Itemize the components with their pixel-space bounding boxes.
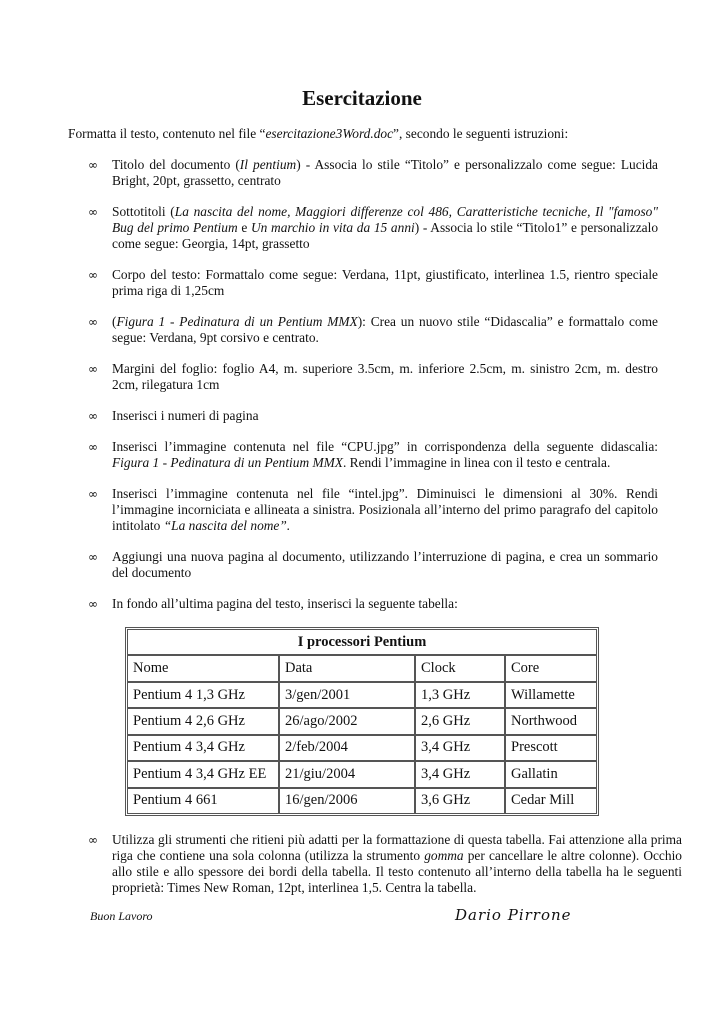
cell-nome: Pentium 4 2,6 GHz <box>127 708 279 734</box>
cell-clock: 1,3 GHz <box>415 682 505 708</box>
infinity-bullet-icon: ∞ <box>88 205 98 219</box>
pentium-table <box>125 627 599 816</box>
item-italic: gomma <box>424 848 464 863</box>
intro-paragraph <box>68 126 658 142</box>
item-text: Corpo del testo: Formattalo come segue: Verdana, 11pt, giustificato, interlinea 1.5, rientro speciale prima riga di 1,25cm <box>112 267 658 298</box>
infinity-bullet-icon: ∞ <box>88 440 98 454</box>
item-text: Inserisci i numeri di pagina <box>112 408 259 423</box>
cell-core: Willamette <box>505 682 597 708</box>
cell-nome: Pentium 4 3,4 GHz <box>127 735 279 761</box>
cell-clock: 3,4 GHz <box>415 735 505 761</box>
instruction-item <box>88 549 658 581</box>
author-signature: Dario Pirrone <box>455 906 572 924</box>
footer-greeting: Buon Lavoro <box>90 909 153 923</box>
item-text: Inserisci l’immagine contenuta nel file “CPU.jpg” in corrispondenza della seguente didascalia: <box>112 439 658 454</box>
item-italic: Il pentium <box>239 157 297 172</box>
cell-nome: Pentium 4 661 <box>127 788 279 814</box>
cell-data: 3/gen/2001 <box>279 682 415 708</box>
item-text: per cancellare le altre colonne). Occhio allo stile e allo spessore dei bordi della tabella. Il testo contenuto all’interno della tabella ha le seguenti proprietà: Times New Roman, 12pt, interlinea 1,5. Centra la tabella. <box>112 848 682 895</box>
instruction-item <box>88 408 658 424</box>
instruction-item-final <box>88 832 682 896</box>
item-text: ) - Associa lo stile “Titolo1” e personalizzalo come segue: Georgia, 14pt, grassetto <box>112 220 659 251</box>
cell-nome: Pentium 4 1,3 GHz <box>127 682 279 708</box>
document-title: Esercitazione <box>302 86 422 110</box>
instruction-list <box>88 157 658 627</box>
infinity-bullet-icon: ∞ <box>88 158 98 172</box>
item-text: Aggiungi una nuova pagina al documento, utilizzando l’interruzione di pagina, e crea un sommario del documento <box>112 549 658 580</box>
intro-filename: esercitazione3Word.doc <box>265 126 394 141</box>
cell-core: Cedar Mill <box>505 788 597 814</box>
instruction-item <box>88 157 658 189</box>
item-text: ) - Associa lo stile “Titolo” e personalizzalo come segue: Lucida Bright, 20pt, grassetto, centrato <box>112 157 658 188</box>
cell-data: 2/feb/2004 <box>279 735 415 761</box>
instruction-item <box>88 314 658 346</box>
cell-clock: 3,6 GHz <box>415 788 505 814</box>
table-title-row <box>127 629 597 655</box>
table-header-row <box>127 655 597 681</box>
instruction-item <box>88 361 658 393</box>
item-italic: Figura 1 - Pedinatura di un Pentium MMX <box>116 314 358 329</box>
infinity-bullet-icon: ∞ <box>88 268 98 282</box>
table-title: I processori Pentium <box>127 629 597 655</box>
item-text: Utilizza gli strumenti che ritieni più adatti per la formattazione di questa tabella. Fai attenzione alla prima riga che contiene una sola colonna (utilizza la strumento <box>112 832 682 863</box>
cell-core: Prescott <box>505 735 597 761</box>
item-text: Titolo del documento ( <box>112 157 240 172</box>
cell-core: Gallatin <box>505 761 597 787</box>
pentium-table-grid <box>127 629 597 814</box>
intro-text: Formatta il testo, contenuto nel file “ <box>68 126 266 141</box>
cell-clock: 3,4 GHz <box>415 761 505 787</box>
item-italic: La nascita del nome, Maggiori differenze col 486, Caratteristiche tecniche, Il "famoso" Bug del primo Pentium <box>112 204 658 235</box>
item-italic: “La nascita del nome”. <box>163 518 291 533</box>
header-nome: Nome <box>127 655 279 681</box>
instruction-item <box>88 267 658 299</box>
item-text: Inserisci l’immagine contenuta nel file “intel.jpg”. Diminuisci le dimensioni al 30%. Rendi l’immagine incorniciata e allineata a sinistra. Posizionala all’interno del primo paragrafo del capitolo intitolato <box>112 486 658 533</box>
cell-data: 16/gen/2006 <box>279 788 415 814</box>
item-text: ): Crea un nuovo stile “Didascalia” e formattalo come segue: Verdana, 9pt corsivo e centrato. <box>112 314 658 345</box>
infinity-bullet-icon: ∞ <box>88 487 98 501</box>
infinity-bullet-icon: ∞ <box>88 833 98 847</box>
infinity-bullet-icon: ∞ <box>88 315 98 329</box>
cell-data: 21/giu/2004 <box>279 761 415 787</box>
instruction-item <box>88 439 658 471</box>
cell-nome: Pentium 4 3,4 GHz EE <box>127 761 279 787</box>
table-row <box>127 761 597 787</box>
item-text: e <box>237 220 251 235</box>
infinity-bullet-icon: ∞ <box>88 597 98 611</box>
instruction-item <box>88 204 658 252</box>
table-row <box>127 788 597 814</box>
item-text: Sottotitoli ( <box>112 204 175 219</box>
table-row <box>127 735 597 761</box>
instruction-item <box>88 596 658 612</box>
cell-data: 26/ago/2002 <box>279 708 415 734</box>
cell-core: Northwood <box>505 708 597 734</box>
cell-clock: 2,6 GHz <box>415 708 505 734</box>
infinity-bullet-icon: ∞ <box>88 409 98 423</box>
table-row <box>127 682 597 708</box>
item-italic: Un marchio in vita da 15 anni <box>250 220 415 235</box>
table-row <box>127 708 597 734</box>
infinity-bullet-icon: ∞ <box>88 550 98 564</box>
infinity-bullet-icon: ∞ <box>88 362 98 376</box>
intro-text-end: ”, secondo le seguenti istruzioni: <box>393 126 569 141</box>
item-text: In fondo all’ultima pagina del testo, inserisci la seguente tabella: <box>112 596 458 611</box>
item-text: . Rendi l’immagine in linea con il testo e centrala. <box>342 455 611 470</box>
item-text: Margini del foglio: foglio A4, m. superiore 3.5cm, m. inferiore 2.5cm, m. sinistro 2cm, m. destro 2cm, rilegatura 1cm <box>112 361 658 392</box>
header-core: Core <box>505 655 597 681</box>
header-data: Data <box>279 655 415 681</box>
item-text: ( <box>112 314 117 329</box>
header-clock: Clock <box>415 655 505 681</box>
instruction-item <box>88 486 658 534</box>
item-italic: Figura 1 - Pedinatura di un Pentium MMX <box>112 455 343 470</box>
